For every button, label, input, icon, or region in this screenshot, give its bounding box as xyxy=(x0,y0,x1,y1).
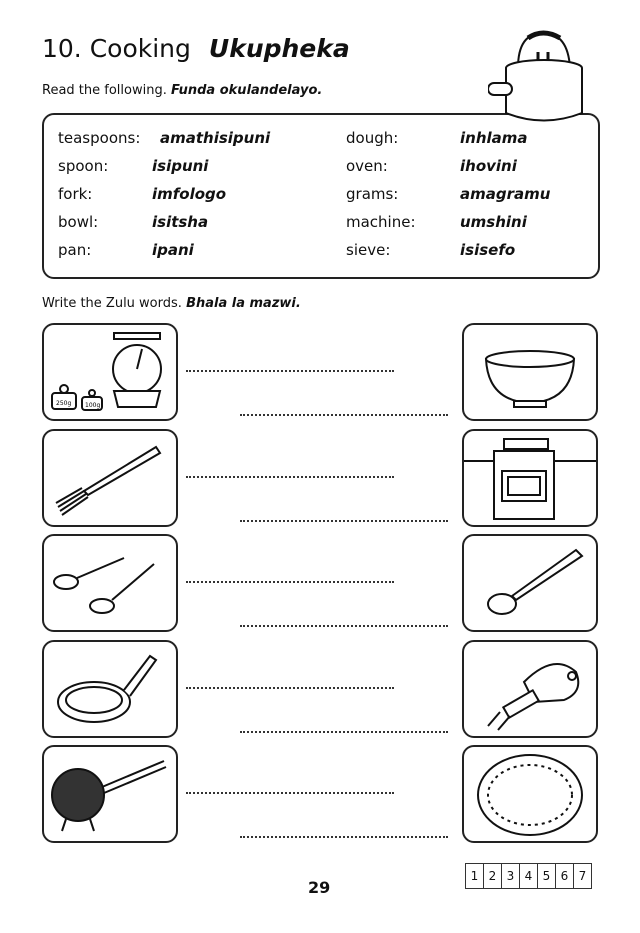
answer-line-left[interactable] xyxy=(186,792,394,794)
instruction-zulu: Bhala la mazwi. xyxy=(186,296,301,311)
pot-character-icon xyxy=(488,28,598,128)
answer-line-right[interactable] xyxy=(240,625,448,627)
title-zulu: Ukupheka xyxy=(208,34,350,63)
grade-cell[interactable]: 1 xyxy=(470,869,479,883)
grade-cell[interactable]: 6 xyxy=(555,864,573,888)
svg-text:250g: 250g xyxy=(56,400,72,407)
answer-line-left[interactable] xyxy=(186,476,394,478)
title-english: 10. Cooking xyxy=(42,34,191,63)
dough-bowl-icon xyxy=(464,747,596,841)
answer-line-left[interactable] xyxy=(186,581,394,583)
scale-icon xyxy=(44,325,176,419)
answer-line-right[interactable] xyxy=(240,520,448,522)
grade-cell[interactable]: 3 xyxy=(501,864,519,888)
instruction-zulu: Funda okulandelayo. xyxy=(170,83,323,98)
picture-box-teaspoons xyxy=(42,534,178,632)
vocab-english: fork: xyxy=(58,185,93,203)
picture-box-fork xyxy=(42,429,178,527)
teaspoons-icon xyxy=(44,536,176,630)
picture-box-pan xyxy=(42,640,178,738)
picture-box-oven xyxy=(462,429,598,527)
answer-line-right[interactable] xyxy=(240,731,448,733)
answer-line-left[interactable] xyxy=(186,687,394,689)
sieve-icon xyxy=(44,747,176,841)
vocab-english: dough: xyxy=(346,129,399,147)
page-number: 29 xyxy=(308,878,331,897)
grade-cell[interactable]: 7 xyxy=(573,864,591,888)
vocab-zulu: isitsha xyxy=(152,213,209,231)
vocab-zulu: ihovini xyxy=(460,157,517,175)
oven-icon xyxy=(464,431,596,525)
vocab-zulu: imfologo xyxy=(152,185,227,203)
read-instruction xyxy=(42,83,322,98)
picture-box-mixer xyxy=(462,640,598,738)
fork-icon xyxy=(44,431,176,525)
vocab-zulu: inhlama xyxy=(460,129,528,147)
vocab-english: sieve: xyxy=(346,241,391,259)
picture-box-spoon xyxy=(462,534,598,632)
vocab-english: grams: xyxy=(346,185,399,203)
vocab-zulu: isipuni xyxy=(152,157,209,175)
answer-line-right[interactable] xyxy=(240,836,448,838)
vocab-english: oven: xyxy=(346,157,388,175)
vocabulary-box xyxy=(42,113,600,279)
vocab-english: bowl: xyxy=(58,213,99,231)
picture-box-dough xyxy=(462,745,598,843)
vocab-english: teaspoons: xyxy=(58,129,141,147)
instruction-english: Read the following. xyxy=(42,83,167,98)
vocab-zulu: amathisipuni xyxy=(160,129,271,147)
instruction-english: Write the Zulu words. xyxy=(42,296,182,311)
answer-line-left[interactable] xyxy=(186,370,394,372)
spoon-icon xyxy=(464,536,596,630)
vocab-english: machine: xyxy=(346,213,416,231)
grade-cell[interactable]: 2 xyxy=(483,864,501,888)
vocab-english: spoon: xyxy=(58,157,109,175)
svg-text:100g: 100g xyxy=(85,402,101,409)
vocab-zulu: isisefo xyxy=(460,241,516,259)
picture-box-bowl xyxy=(462,323,598,421)
grade-cell[interactable]: 4 xyxy=(519,864,537,888)
answer-line-right[interactable] xyxy=(240,414,448,416)
picture-box-scale xyxy=(42,323,178,421)
picture-box-sieve xyxy=(42,745,178,843)
page-title xyxy=(42,34,350,63)
vocab-zulu: umshini xyxy=(460,213,527,231)
write-instruction xyxy=(42,296,301,311)
vocab-english: pan: xyxy=(58,241,92,259)
vocab-zulu: ipani xyxy=(152,241,194,259)
grade-cell[interactable]: 5 xyxy=(537,864,555,888)
vocab-zulu: amagramu xyxy=(460,185,551,203)
grade-scale xyxy=(465,863,592,889)
pan-icon xyxy=(44,642,176,736)
bowl-icon xyxy=(464,325,596,419)
mixer-icon xyxy=(464,642,596,736)
